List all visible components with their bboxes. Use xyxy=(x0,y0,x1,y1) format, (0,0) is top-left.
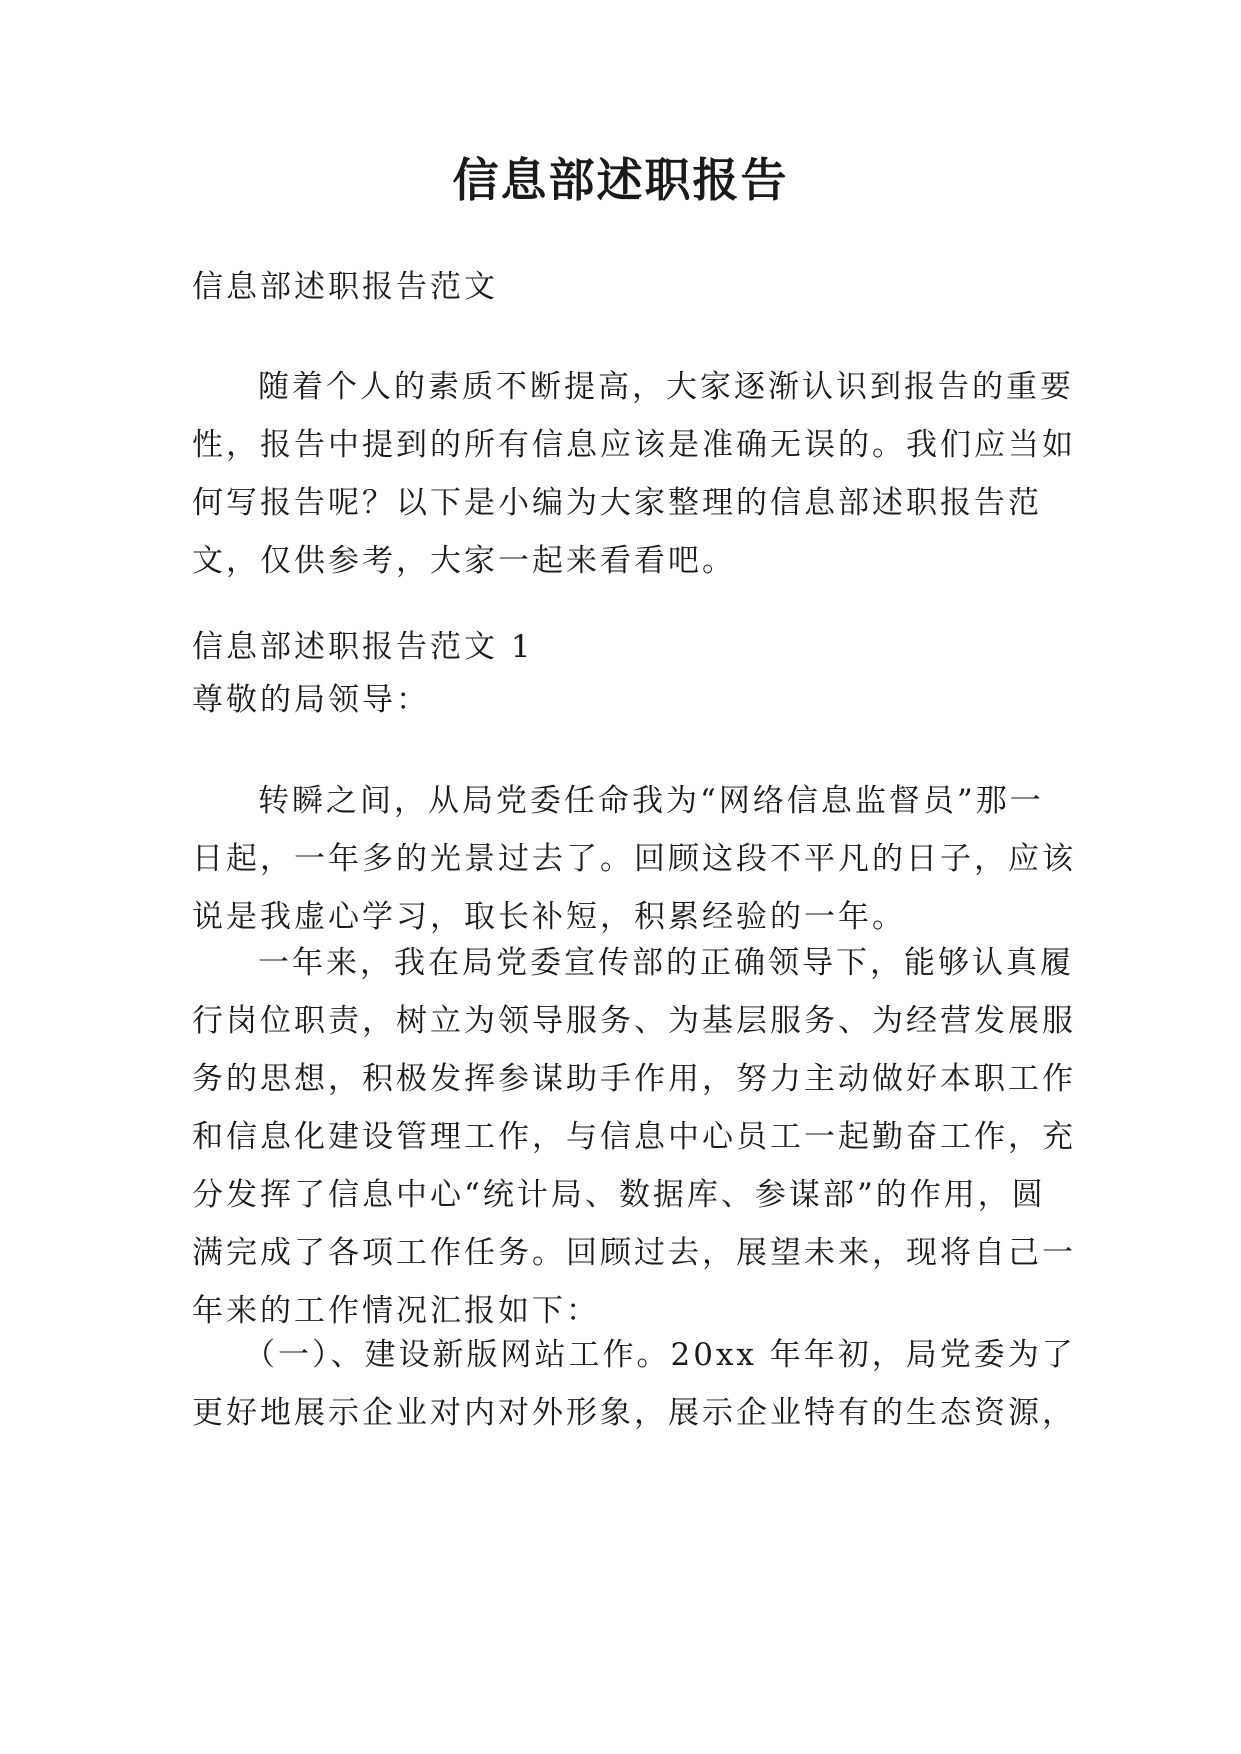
section-heading: 信息部述职报告范文 1 xyxy=(192,629,534,665)
para3-line-2: 更好地展示企业对内对外形象，展示企业特有的生态资源， xyxy=(192,1395,1076,1431)
subtitle: 信息部述职报告范文 xyxy=(192,269,498,305)
para3-line-1: （一）、建设新版网站工作。20xx 年年初，局党委为了 xyxy=(244,1337,1076,1373)
para2-line-2: 行岗位职责，树立为领导服务、为基层服务、为经营发展服 xyxy=(192,1003,1076,1039)
para2-line-3: 务的思想，积极发挥参谋助手作用，努力主动做好本职工作 xyxy=(192,1061,1076,1097)
para2-line-1: 一年来，我在局党委宣传部的正确领导下，能够认真履 xyxy=(258,945,1074,981)
intro-line-3: 何写报告呢？以下是小编为大家整理的信息部述职报告范 xyxy=(192,485,1042,521)
paragraph-3 xyxy=(192,1326,1076,1442)
para2-line-4: 和信息化建设管理工作，与信息中心员工一起勤奋工作，充 xyxy=(192,1119,1076,1155)
para2-line-6: 满完成了各项工作任务。回顾过去，展望未来，现将自己一 xyxy=(192,1235,1076,1271)
paragraph-2 xyxy=(192,934,1076,1340)
intro-line-1: 随着个人的素质不断提高，大家逐渐认识到报告的重要 xyxy=(258,369,1074,405)
salutation: 尊敬的局领导： xyxy=(192,682,430,718)
intro-paragraph xyxy=(192,358,1076,590)
para1-line-2: 日起，一年多的光景过去了。回顾这段不平凡的日子，应该 xyxy=(192,841,1076,877)
document-title: 信息部述职报告 xyxy=(452,153,789,207)
para2-line-7: 年来的工作情况汇报如下： xyxy=(192,1293,600,1329)
para2-line-5: 分发挥了信息中心“统计局、数据库、参谋部”的作用，圆 xyxy=(192,1177,1046,1213)
para1-line-1: 转瞬之间，从局党委任命我为“网络信息监督员”那一 xyxy=(258,783,1044,819)
intro-line-4: 文，仅供参考，大家一起来看看吧。 xyxy=(192,543,736,579)
intro-line-2: 性，报告中提到的所有信息应该是准确无误的。我们应当如 xyxy=(192,427,1076,463)
para1-line-3: 说是我虚心学习，取长补短，积累经验的一年。 xyxy=(192,899,906,935)
paragraph-1 xyxy=(192,772,1076,946)
